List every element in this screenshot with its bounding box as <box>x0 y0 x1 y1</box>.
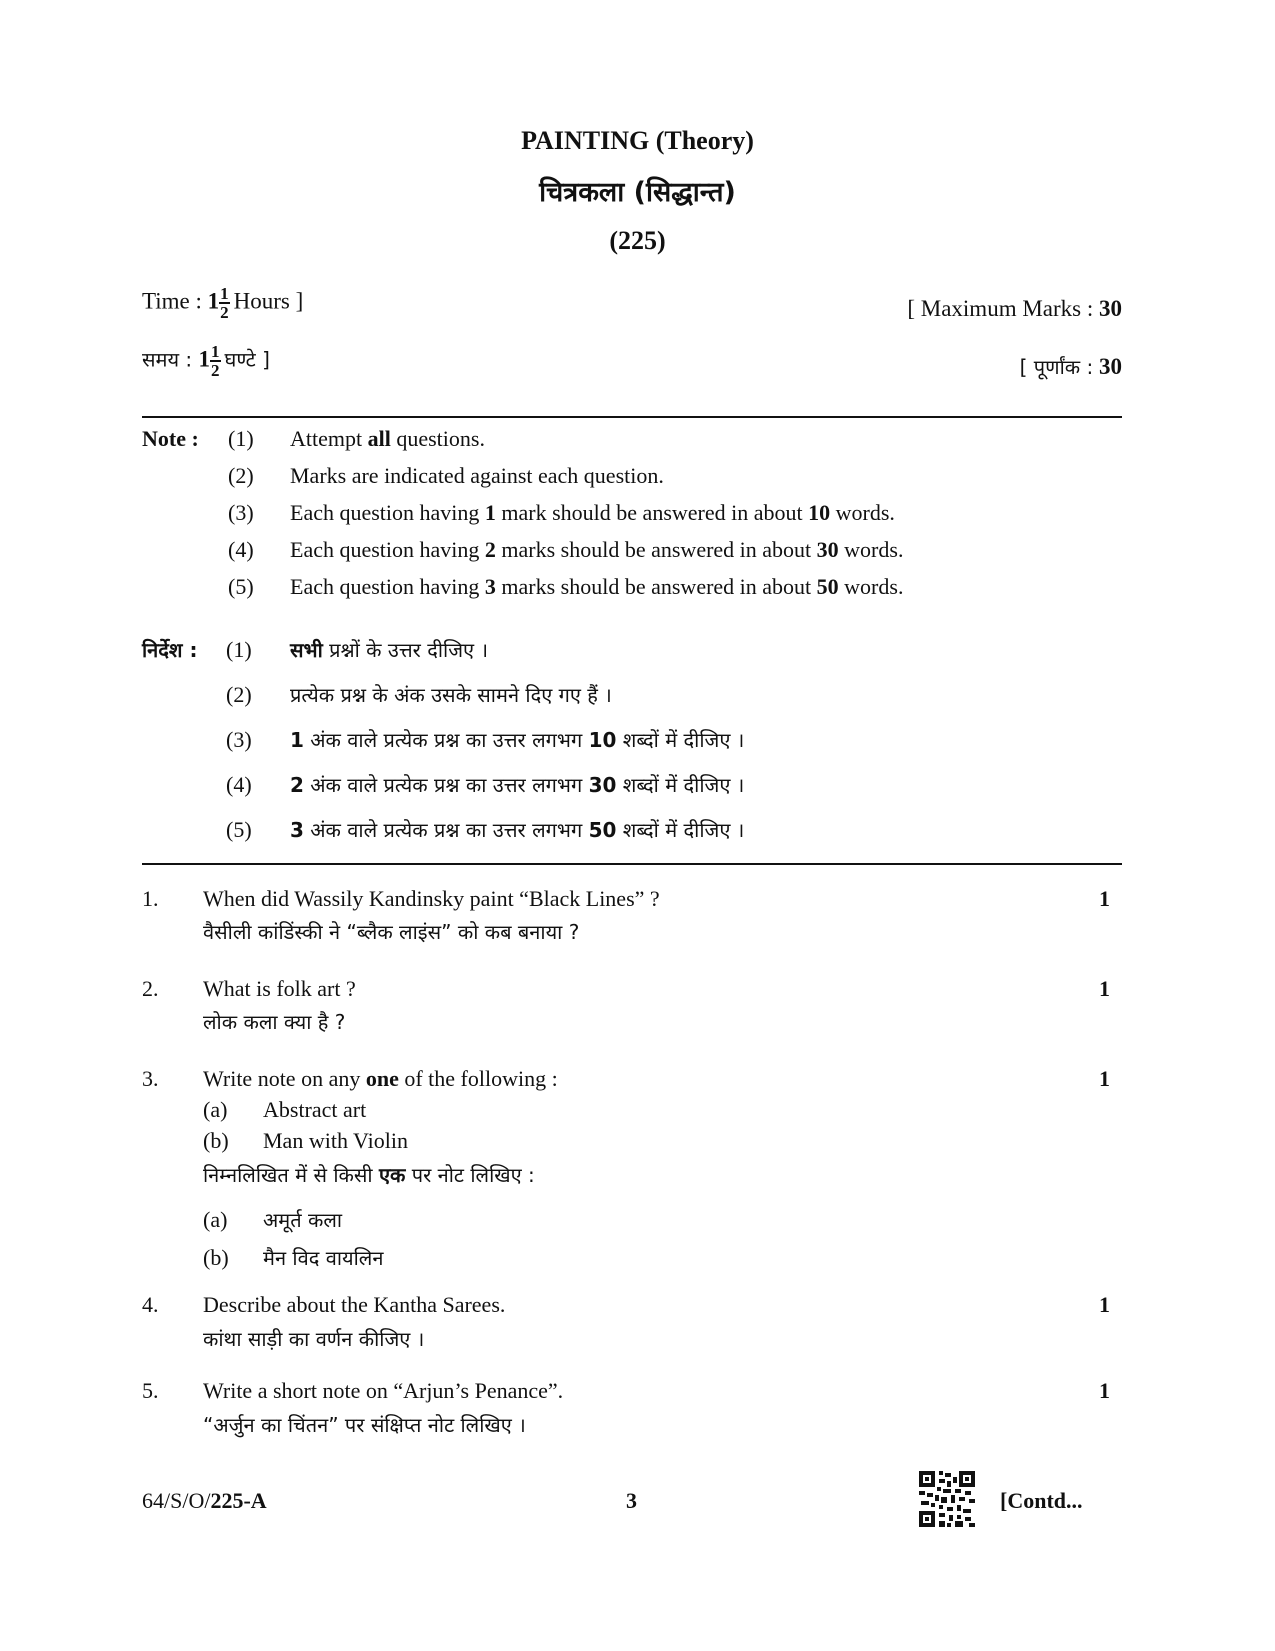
time-english <box>142 285 303 321</box>
question-number: 3. <box>142 1066 159 1091</box>
qr-code-icon <box>919 1471 975 1527</box>
question-marks: 1 <box>1099 976 1110 1001</box>
note-hindi-1: (1) सभी प्रश्नों के उत्तर दीजिए । <box>226 637 489 662</box>
question-number: 5. <box>142 1378 159 1403</box>
option-b-hindi: (b) मैन विद वायलिन <box>203 1245 384 1270</box>
note-1: (1) Attempt all questions. <box>228 426 485 451</box>
page-number: 3 <box>626 1488 637 1513</box>
question-3-hindi: निम्नलिखित में से किसी एक पर नोट लिखिए : <box>203 1163 535 1187</box>
question-marks: 1 <box>1099 1066 1110 1091</box>
divider-bottom <box>142 863 1122 865</box>
option-a-english: (a) Abstract art <box>203 1097 367 1122</box>
subject-code: (225) <box>609 226 666 255</box>
note-hindi-2: (2) प्रत्येक प्रश्न के अंक उसके सामने दिए गए हैं । <box>226 682 612 707</box>
time-unit: Hours ] <box>233 288 304 314</box>
question-number: 1. <box>142 886 159 911</box>
question-number: 2. <box>142 976 159 1001</box>
max-marks-hindi: [ पूर्णांक : 30 <box>1019 354 1122 379</box>
note-4: (4) Each question having 2 marks should be answered in about 30 words. <box>228 537 904 562</box>
time-label: Time : <box>142 288 202 314</box>
question-5-hindi: “अर्जुन का चिंतन” पर संक्षिप्त नोट लिखिए । <box>203 1413 526 1437</box>
divider-top <box>142 416 1122 418</box>
question-2-hindi: लोक कला क्या है ? <box>203 1010 346 1034</box>
note-2: (2) Marks are indicated against each question. <box>228 463 664 488</box>
question-marks: 1 <box>1099 886 1110 911</box>
time-hindi: समय : 1 $\frac{1}{2}$ घण्टे ] <box>142 342 270 380</box>
note-label-hindi: निर्देश : <box>142 638 198 662</box>
max-marks-english: [ Maximum Marks : 30 <box>907 296 1122 321</box>
option-a-hindi: (a) अमूर्त कला <box>203 1207 343 1232</box>
time-label-hindi: समय : <box>142 347 193 372</box>
question-marks: 1 <box>1099 1292 1110 1317</box>
option-b-english: (b) Man with Violin <box>203 1128 408 1153</box>
paper-code: 64/S/O/225-A <box>142 1488 267 1513</box>
note-hindi-3: (3) 1 अंक वाले प्रत्येक प्रश्न का उत्तर लगभग 10 शब्दों में दीजिए । <box>226 727 745 752</box>
question-marks: 1 <box>1099 1378 1110 1403</box>
question-4-english: Describe about the Kantha Sarees. <box>203 1292 506 1317</box>
paper-title-english: PAINTING (Theory) <box>521 126 754 155</box>
time-whole: 1 <box>207 288 220 314</box>
note-3: (3) Each question having 1 mark should be answered in about 10 words. <box>228 500 895 525</box>
time-fraction: $\frac{1}{2}$ <box>220 284 229 322</box>
question-3-english: Write note on any one of the following : <box>203 1066 558 1091</box>
question-5-english: Write a short note on “Arjun’s Penance”. <box>203 1378 564 1403</box>
note-hindi-4: (4) 2 अंक वाले प्रत्येक प्रश्न का उत्तर लगभग 30 शब्दों में दीजिए । <box>226 772 745 797</box>
question-1-hindi: वैसीली कांडिंस्की ने “ब्लैक लाइंस” को कब बनाया ? <box>203 920 580 944</box>
question-4-hindi: कांथा साड़ी का वर्णन कीजिए । <box>203 1327 425 1351</box>
question-2-english: What is folk art ? <box>203 976 356 1001</box>
note-label: Note : <box>142 426 199 451</box>
continued-label: [Contd... <box>1000 1488 1083 1513</box>
question-1-english: When did Wassily Kandinsky paint “Black Lines” ? <box>203 886 660 911</box>
note-5: (5) Each question having 3 marks should be answered in about 50 words. <box>228 574 904 599</box>
time-unit-hindi: घण्टे ] <box>224 347 270 372</box>
paper-title-hindi: चित्रकला (सिद्धान्त) <box>539 177 736 208</box>
note-hindi-5: (5) 3 अंक वाले प्रत्येक प्रश्न का उत्तर लगभग 50 शब्दों में दीजिए । <box>226 817 745 842</box>
question-number: 4. <box>142 1292 159 1317</box>
